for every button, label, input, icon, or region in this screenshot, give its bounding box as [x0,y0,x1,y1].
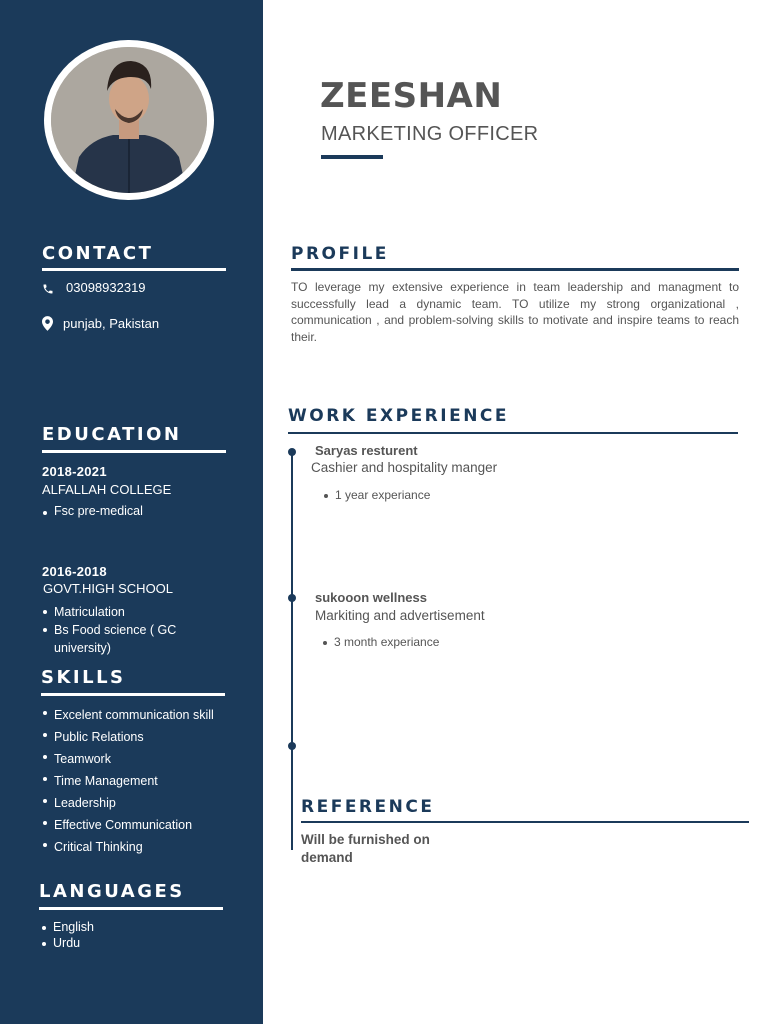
language-item: Urdu [53,935,203,951]
education-years: 2018-2021 [42,464,107,479]
languages-divider [39,907,223,910]
skills-divider [41,693,225,696]
reference-heading: REFERENCE [301,797,435,817]
languages-list [41,919,203,951]
job-company: Saryas resturent [315,443,418,458]
profile-photo [51,47,207,193]
language-item: English [53,919,203,935]
education-item-list [42,504,234,518]
timeline-dot [288,448,296,456]
contact-heading: CONTACT [42,243,154,264]
education-item: Fsc pre-medical [54,504,234,518]
education-years: 2016-2018 [42,564,107,579]
job-company: sukooon wellness [315,590,427,605]
education-item: Bs Food science ( GC university) [54,621,204,657]
job-role: MARKETING OFFICER [321,123,539,145]
skill-item: Time Management [54,770,254,792]
languages-heading: LANGUAGES [39,881,185,902]
sidebar [0,0,263,1024]
role-underline [321,155,383,159]
education-school: ALFALLAH COLLEGE [42,482,172,497]
education-divider [42,450,226,453]
contact-divider [42,268,226,271]
job-detail-list [322,635,534,649]
profile-divider [291,268,739,271]
skill-item: Critical Thinking [54,836,254,858]
avatar [44,40,214,200]
work-divider [288,432,738,434]
skill-item: Excelent communication skill [54,704,254,726]
job-detail-item: 1 year experiance [335,488,535,502]
reference-divider [301,821,749,823]
job-title: Cashier and hospitality manger [311,460,498,475]
skill-item: Leadership [54,792,254,814]
contact-phone: 03098932319 [66,280,146,295]
education-heading: EDUCATION [42,424,182,445]
job-detail-item: 3 month experiance [334,635,534,649]
page-title: ZEESHAN [320,76,503,116]
job-title: Markiting and advertisement [315,608,485,623]
skills-heading: SKILLS [41,667,126,688]
skill-item: Effective Communication [54,814,254,836]
skill-item: Public Relations [54,726,254,748]
skill-item: Teamwork [54,748,254,770]
education-item-list [42,603,204,657]
contact-location: punjab, Pakistan [63,316,160,331]
phone-icon [42,282,54,300]
timeline-dot [288,742,296,750]
timeline-dot [288,594,296,602]
timeline-line [291,450,293,850]
location-pin-icon [42,316,53,336]
profile-heading: PROFILE [291,244,389,264]
reference-text: Will be furnished on demand [301,832,430,865]
education-school: GOVT.HIGH SCHOOL [43,581,174,596]
skills-list [42,704,254,858]
job-detail-list [323,488,535,502]
profile-text: TO leverage my extensive experience in team leadership and managment to successfully lead a dynamic team. TO utilize my strong organizational , communication , and problem-solving skills to motivate and inspire teams to reach their. [291,280,739,344]
work-heading: WORK EXPERIENCE [288,406,510,426]
education-item: Matriculation [54,603,204,621]
